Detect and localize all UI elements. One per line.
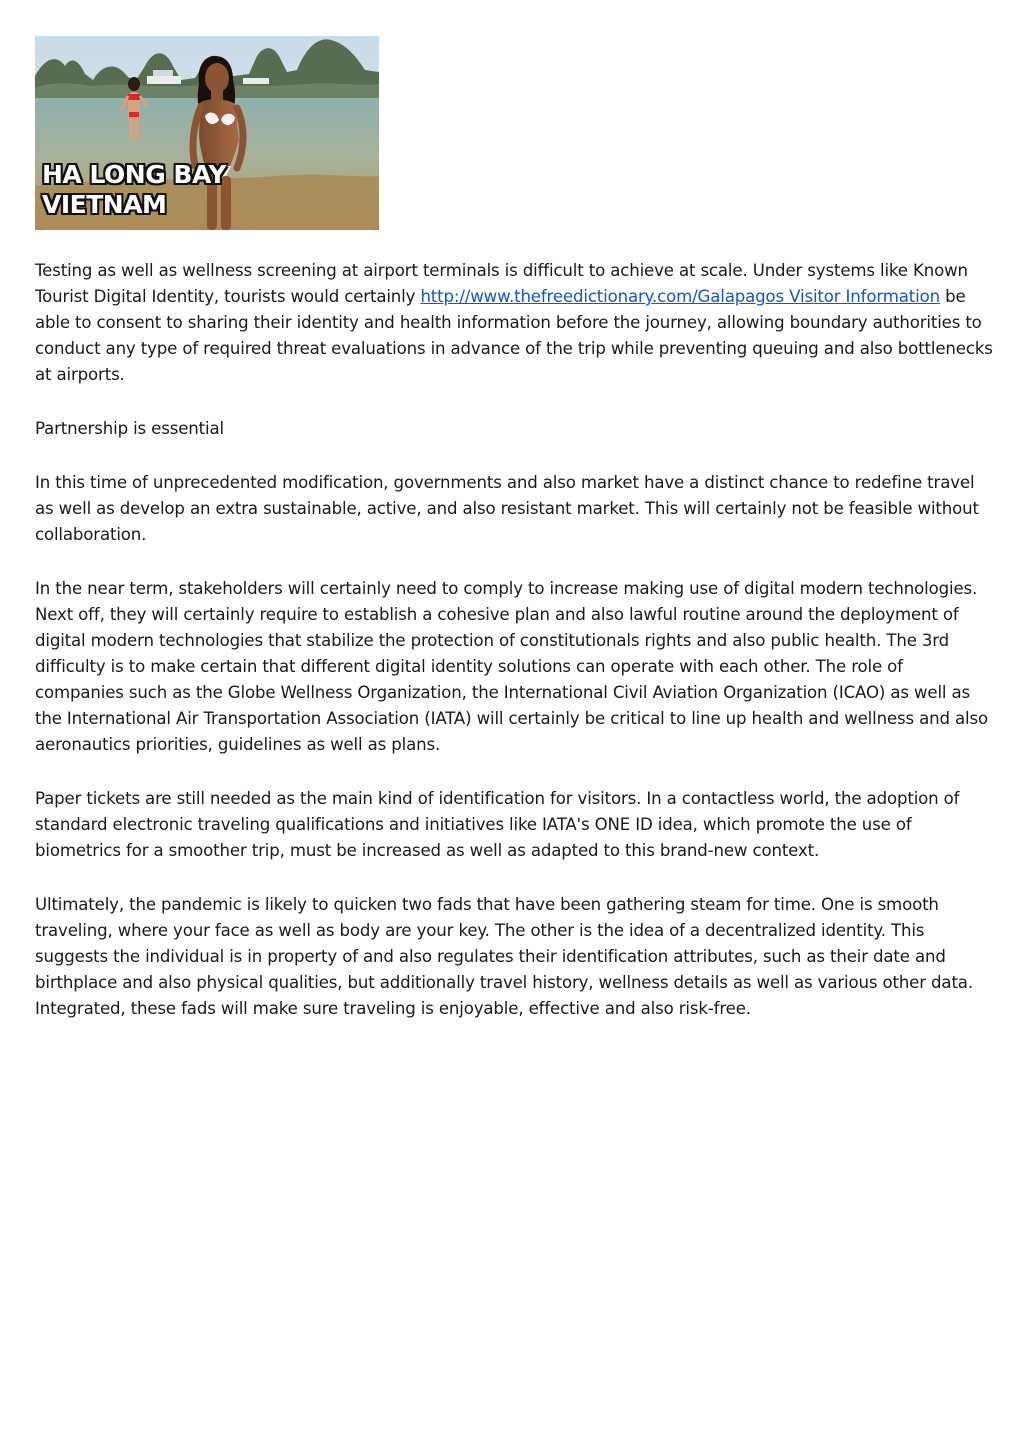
paragraph-1-text-after: be able to consent to sharing their identity and health information before the journey, allowing boundary authorities to conduct any type of required threat evaluations in advance of the trip while preventing queuing and also bottlenecks at airports.: [35, 287, 993, 384]
paragraph-6: Ultimately, the pandemic is likely to quicken two fads that have been gathering steam for time. One is smooth traveling, where your face as well as body are your key. The other is the idea of a decentralized identity. This suggests the individual is in property of and also regulates their identification attributes, such as their date and birthplace and also physical qualities, but additionally travel history, wellness details as well as various other data. Integrated, these fads will make sure traveling is enjoyable, effective and also risk-free.: [35, 895, 973, 1018]
document-page: [35, 36, 995, 1050]
hero-caption-line1: HA LONG BAY: [42, 160, 227, 189]
paragraph-2-heading: Partnership is essential: [35, 419, 224, 438]
hero-image: [35, 36, 379, 230]
galapagos-visitor-link[interactable]: http://www.thefreedictionary.com/Galapagos Visitor Information: [420, 287, 940, 306]
hero-caption-line2: VIETNAM: [42, 190, 167, 219]
paragraph-1: [35, 258, 995, 388]
hero-caption: [42, 160, 226, 220]
paragraph-4: In the near term, stakeholders will certainly need to comply to increase making use of digital modern technologies. Next off, they will certainly require to establish a cohesive plan and also lawful routine around the deployment of digital modern technologies that stabilize the protection of constitutionals rights and also public health. The 3rd difficulty is to make certain that different digital identity solutions can operate with each other. The role of companies such as the Globe Wellness Organization, the International Civil Aviation Organization (ICAO) as well as the International Air Transportation Association (IATA) will certainly be critical to line up health and wellness and also aeronautics priorities, guidelines as well as plans.: [35, 579, 989, 754]
paragraph-3: In this time of unprecedented modification, governments and also market have a distinct chance to redefine travel as well as develop an extra sustainable, active, and also resistant market. This will certainly not be feasible without collaboration.: [35, 473, 979, 544]
paragraph-1-text-before: Testing as well as wellness screening at airport terminals is difficult to achieve at scale. Under systems like Known Tourist Digital Identity, tourists would certainly: [35, 261, 968, 306]
paragraph-5: Paper tickets are still needed as the main kind of identification for visitors. In a contactless world, the adoption of standard electronic traveling qualifications and initiatives like IATA's ONE ID idea, which promote the use of biometrics for a smoother trip, must be increased as well as adapted to this brand-new context.: [35, 789, 960, 860]
